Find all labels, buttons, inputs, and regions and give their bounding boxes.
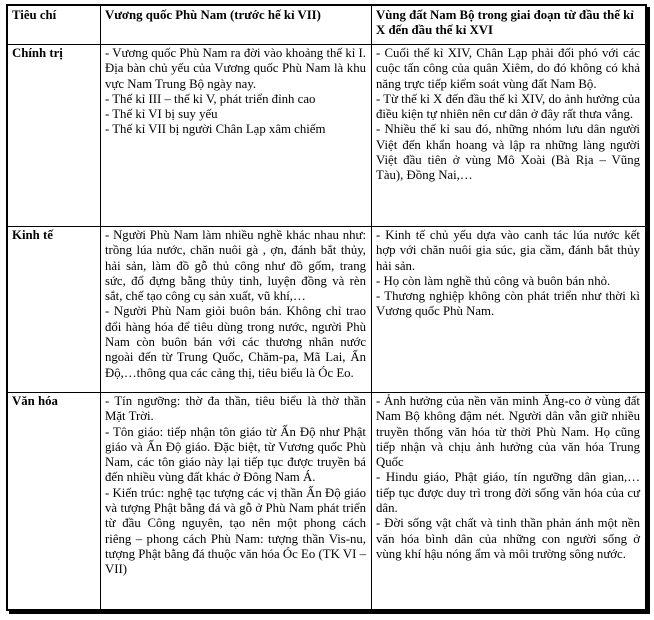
- cell-text: - Người Phù Nam làm nhiều nghề khác nhau như: trồng lúa nước, chăn nuôi gà , ợn, đánh bắt thủy, hải sản, làm đồ gỗ thủ công như đồ gốm, trang sức, đổ đựng bằng thủy tinh, luyện đồng và rèn sắt, chế tạo công cụ sản xuất, vũ khí,…: [105, 228, 366, 304]
- cell-text: - Họ còn làm nghề thủ công và buôn bán nhỏ.: [376, 273, 611, 288]
- cell-culture-funan: [101, 393, 372, 610]
- table-row-economy: [8, 227, 646, 393]
- cell-text: - Thế kỉ III – thế kỉ V, phát triển đỉnh cao: [105, 91, 316, 106]
- table-row-politics: [8, 45, 646, 227]
- table-row-culture: [8, 393, 646, 610]
- cell-text: - Nhiều thế kỉ sau đó, những nhóm lưu dân người Việt đến khẩn hoang và lập ra những làng người Việt đầu tiên ở vùng Mô Xoài (Bà Rịa – Vũng Tàu), Đồng Nai,…: [376, 122, 640, 183]
- cell-economy-southern: [372, 227, 646, 393]
- cell-culture-southern: [372, 393, 646, 610]
- cell-text: - Tín ngưỡng: thờ đa thần, tiêu biểu là thờ thần Mặt Trời.: [105, 394, 366, 424]
- cell-politics-southern: [372, 45, 646, 227]
- cell-text: - Ảnh hưởng của nền văn minh Ăng-co ở vùng đất Nam Bộ không đậm nét. Người dân vẫn giữ nhiều truyền thống văn hóa từ thời Phù Nam. Họ cũng tiếp nhận và chịu ảnh hưởng của văn hóa Trung Quốc: [376, 394, 640, 470]
- cell-text: - Cuối thế kỉ XIV, Chân Lạp phải đối phó với các cuộc tấn công của quân Xiêm, do đó không có khả năng trực tiếp kiểm soát vùng đất Nam Bộ.: [376, 46, 640, 91]
- row-label-economy: Kinh tế: [8, 227, 101, 393]
- cell-text: - Tôn giáo: tiếp nhận tôn giáo từ Ấn Độ như Phật giáo và Ấn Độ giáo. Đặc biệt, từ Vương quốc Phù Nam, các tôn giáo này lại tiếp tục được truyền bá đến nhiều vùng đất khác ở Đông Nam Á.: [105, 424, 366, 485]
- cell-text: - Kinh tế chủ yếu dựa vào canh tác lúa nước kết hợp với chăn nuôi gia súc, gia cầm, đánh bắt thủy hải sản.: [376, 228, 640, 273]
- cell-text: - Thương nghiệp không còn phát triển như thời kì Vương quốc Phù Nam.: [376, 289, 640, 319]
- header-funan-kingdom: Vương quốc Phù Nam (trước hế kỉ VII): [101, 6, 372, 45]
- cell-text: - Từ thế kỉ X đến đầu thế kỉ XIV, do ảnh hưởng của điều kiện tự nhiên nên cư dân ở đây rất thưa vắng.: [376, 91, 640, 122]
- cell-text: - Vương quốc Phù Nam ra đời vào khoảng thế kỉ I. Địa bàn chủ yếu của Vương quốc Phù Nam là khu vực Nam Trung Bộ ngày nay.: [105, 46, 366, 91]
- row-label-culture: Văn hóa: [8, 393, 101, 610]
- cell-text: - Thế kỉ VII bị người Chân Lạp xâm chiếm: [105, 122, 326, 137]
- comparison-table-frame: [6, 4, 647, 611]
- cell-text: - Thế kỉ VI bị suy yếu: [105, 107, 218, 122]
- header-southern-region: Vùng đất Nam Bộ trong giai đoạn từ đầu thế kỉ X đến đầu thế kỉ XVI: [372, 6, 646, 45]
- cell-text: - Đời sống vật chất và tinh thần phản ánh một nền văn hóa bình dân của những con người sống ở vùng khí hậu nóng ẩm và môi trường sông nước.: [376, 516, 640, 561]
- cell-text: - Người Phù Nam giỏi buôn bán. Không chỉ trao đổi hàng hóa để tiêu dùng trong nước, người Phù Nam còn buôn bán với các thương nhân nước ngoài đến từ Trung Quốc, Chăm-pa, Mã Lai, Ấn Độ,…thông qua các cảng thị, tiêu biểu là Óc Eo.: [105, 304, 366, 380]
- table-header-row: [8, 6, 646, 45]
- cell-politics-funan: [101, 45, 372, 227]
- cell-text: - Kiến trúc: nghệ tạc tượng các vị thần Ấn Độ giáo và tượng Phật bằng đá và gỗ ở Phù Nam phát triển từ đầu Công nguyên, tạo nên một phong cách riêng – phong cách Phù Nam: tượng thần Vis-nu, tượng Phật bằng đá thuộc văn hóa Óc Eo (TK VI – VII): [105, 485, 366, 577]
- row-label-politics: Chính trị: [8, 45, 101, 227]
- header-criteria: Tiêu chí: [8, 6, 101, 45]
- comparison-table: [7, 5, 646, 610]
- cell-economy-funan: [101, 227, 372, 393]
- cell-text: - Hindu giáo, Phật giáo, tín ngưỡng dân gian,… tiếp tục được duy trì trong đời sống văn hóa của cư dân.: [376, 470, 640, 516]
